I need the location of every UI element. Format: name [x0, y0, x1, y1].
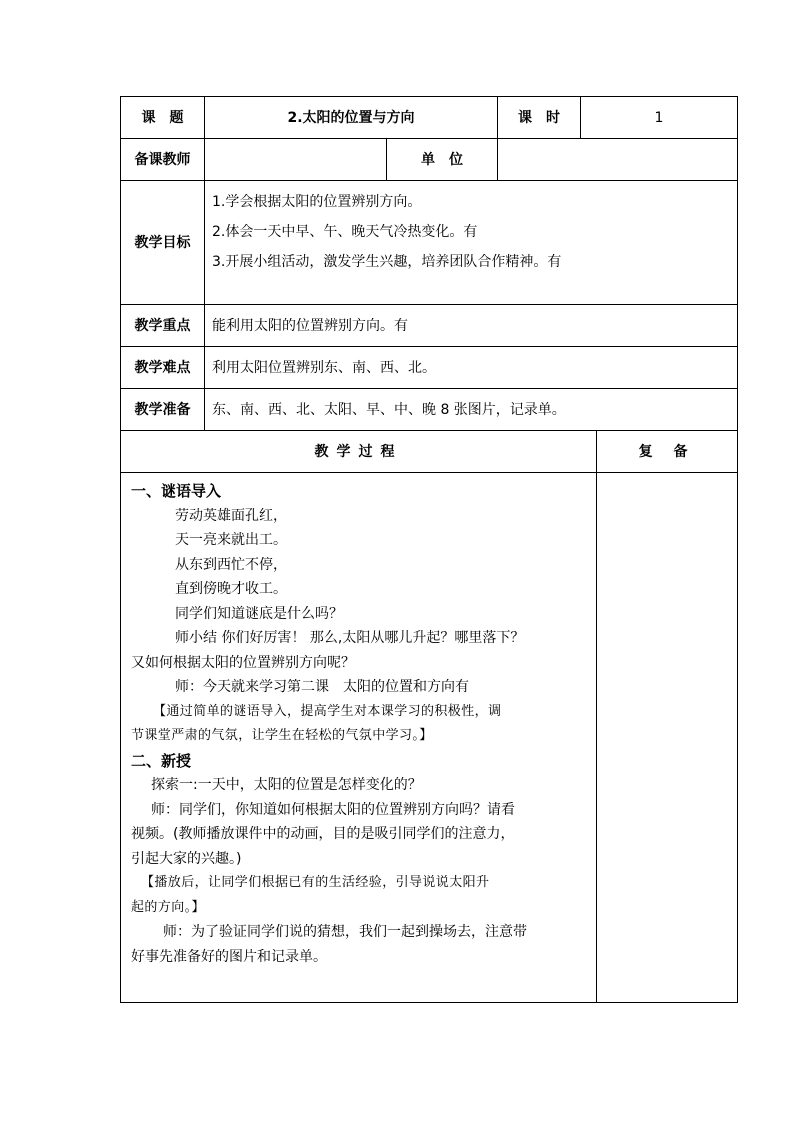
lessons-label: 课 时 — [498, 97, 581, 139]
content-line: 同学们知道谜底是什么吗？ — [175, 605, 343, 622]
content-line: 好事先准备好的图片和记录单。 — [131, 948, 327, 965]
process-header-left: 教学过程 — [121, 431, 597, 473]
unit-value — [498, 139, 738, 181]
topic-label: 课 题 — [121, 97, 205, 139]
teacher-row — [121, 139, 738, 181]
unit-label: 单 位 — [387, 139, 498, 181]
content-line: 探索一:一天中，太阳的位置是怎样变化的？ — [151, 777, 422, 793]
riddle-line: 天一亮来就出工。 — [175, 532, 287, 548]
process-content — [121, 473, 597, 1003]
content-line: 师：为了验证同学们说的猜想，我们一起到操场去，注意带 — [163, 924, 527, 940]
content-line: 师小结 你们好厉害！ 那么,太阳从哪儿升起？哪里落下？ — [175, 630, 525, 646]
revision-notes-column — [597, 473, 738, 1003]
teacher-value — [205, 139, 387, 181]
goals-list — [205, 181, 738, 305]
teacher-label: 备课教师 — [121, 139, 205, 181]
section-heading: 二、新授 — [131, 751, 192, 770]
difficulties-value: 利用太阳位置辨别东、南、西、北。 — [205, 347, 738, 389]
key-points-value: 能利用太阳的位置辨别方向。有 — [205, 305, 738, 347]
process-header-row — [121, 431, 738, 473]
key-points-label: 教学重点 — [121, 305, 205, 347]
riddle-line: 劳动英雄面孔红， — [175, 507, 287, 524]
design-note: 【通过简单的谜语导入，提高学生对本课学习的积极性，调 — [153, 703, 502, 719]
goal-item: 2.体会一天中早、午、晚天气冷热变化。有 — [212, 224, 478, 240]
section-heading: 一、谜语导入 — [131, 482, 222, 500]
topic-value: 2.太阳的位置与方向 — [205, 97, 498, 139]
content-line: 又如何根据太阳的位置辨别方向呢？ — [131, 654, 355, 671]
content-line: 师：同学们，你知道如何根据太阳的位置辨别方向吗？请看 — [151, 801, 515, 818]
difficulties-row — [121, 347, 738, 389]
goal-item: 1.学会根据太阳的位置辨别方向。 — [212, 194, 422, 210]
design-note: 起的方向。】 — [131, 899, 205, 915]
design-note: 【播放后，让同学们根据已有的生活经验，引导说说太阳升 — [141, 875, 490, 890]
preparation-row — [121, 389, 738, 431]
lessons-value: 1 — [581, 97, 738, 139]
difficulties-label: 教学难点 — [121, 347, 205, 389]
topic-row — [121, 97, 738, 139]
lesson-plan-table — [120, 96, 738, 1003]
preparation-label: 教学准备 — [121, 389, 205, 431]
process-content-row — [121, 473, 738, 1003]
content-line: 师：今天就来学习第二课 太阳的位置和方向有 — [175, 679, 469, 695]
riddle-line: 从东到西忙不停， — [175, 556, 287, 573]
riddle-line: 直到傍晚才收工。 — [175, 581, 287, 597]
content-line: 视频。(教师播放课件中的动画，目的是吸引同学们的注意力， — [131, 826, 515, 842]
preparation-value: 东、南、西、北、太阳、早、中、晚 8 张图片，记录单。 — [205, 389, 738, 431]
design-note: 节课堂严肃的气氛，让学生在轻松的气氛中学习。】 — [131, 728, 433, 743]
goal-item: 3.开展小组活动，激发学生兴趣，培养团队合作精神。有 — [212, 254, 562, 270]
content-line: 引起大家的兴趣。) — [131, 850, 242, 867]
goals-row — [121, 181, 738, 305]
goals-label: 教学目标 — [121, 181, 205, 305]
key-points-row — [121, 305, 738, 347]
process-header-right: 复 备 — [597, 431, 738, 473]
